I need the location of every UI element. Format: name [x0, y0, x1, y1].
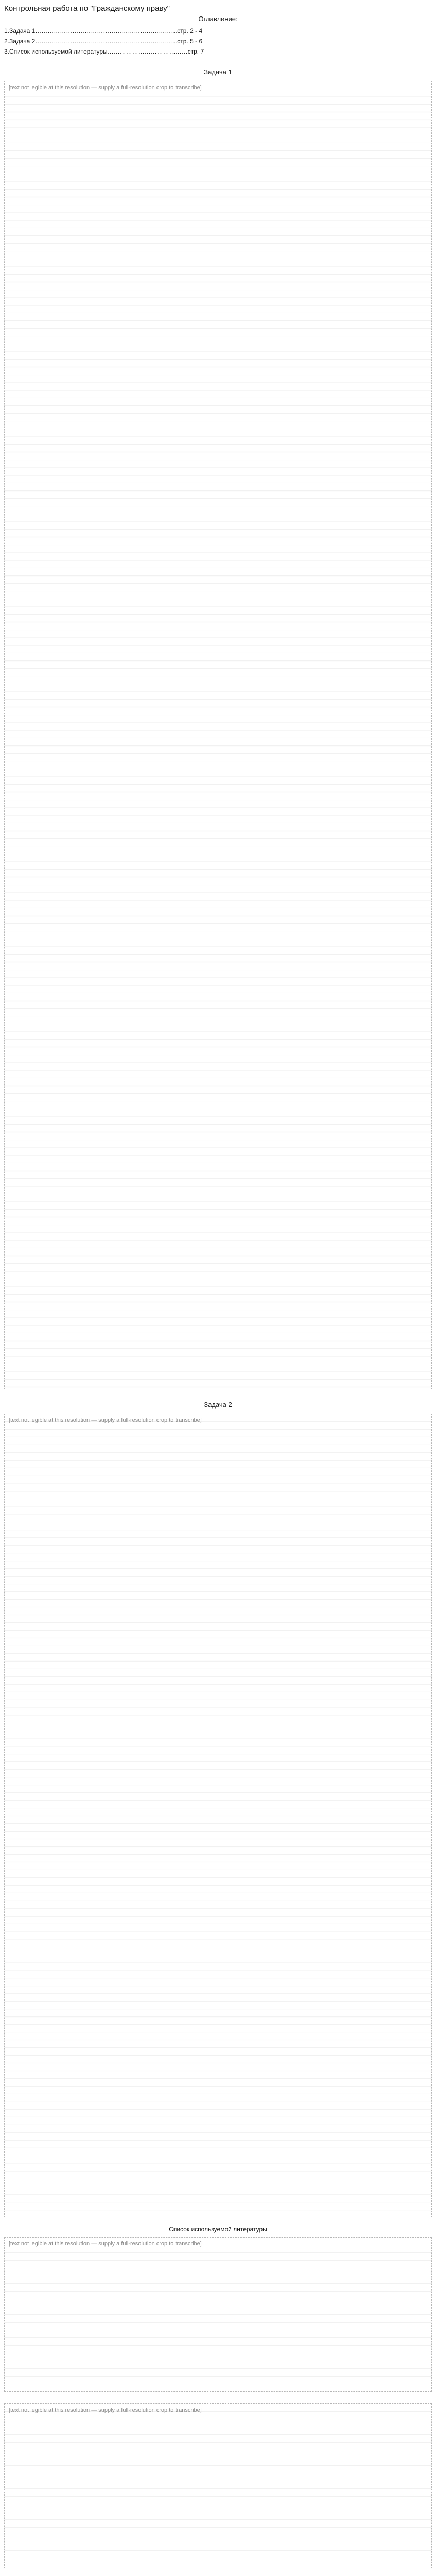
- table-of-contents: [4, 15, 432, 57]
- footnotes: [text not legible at this resolution — supply a full-resolution crop to transcribe]: [4, 2403, 432, 2568]
- toc-heading: Оглавление:: [198, 15, 238, 23]
- document-title: Контрольная работа по "Гражданскому праву": [4, 4, 170, 13]
- task1-body: [text not legible at this resolution — supply a full-resolution crop to transcribe]: [4, 81, 432, 1389]
- toc-item-task2: 2.Задача 2……………………………………………………………стр. 5 - 6: [4, 38, 203, 45]
- toc-item-bibliography: 3.Список используемой литературы…………………………………стр. 7: [4, 48, 204, 55]
- task1-heading: Задача 1: [204, 68, 232, 76]
- toc-item-task1: 1.Задача 1……………………………………………………………стр. 2 - 4: [4, 27, 203, 35]
- bibliography-list: [text not legible at this resolution — supply a full-resolution crop to transcribe]: [4, 2237, 432, 2392]
- bibliography-heading: Список используемой литературы: [169, 2226, 267, 2233]
- task2-body: [text not legible at this resolution — supply a full-resolution crop to transcribe]: [4, 1414, 432, 2217]
- task2-heading: Задача 2: [204, 1401, 232, 1409]
